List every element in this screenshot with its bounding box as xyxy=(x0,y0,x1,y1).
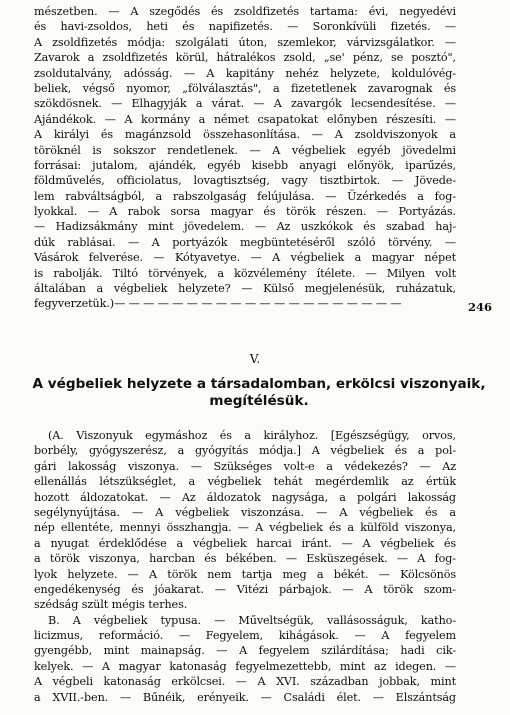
text-line: segélynyújtása. — A végbeliek viszonzása. — A végbeliek és a xyxy=(34,505,456,519)
text-line: ellenállás létszükséglet, a végbeliek tehát megérdemlik az értük xyxy=(34,475,456,489)
text-line: forrásai: jutalom, ajándék, egyéb kisebb anyagi előnyök, iparűzés, xyxy=(34,158,456,172)
final-entry-text: fegyverzetük.) xyxy=(34,297,115,311)
chapter-title xyxy=(20,376,498,410)
text-line: A zsoldfizetés módja: szolgálati úton, szemlekor, várvizsgálatkor. — xyxy=(34,35,456,49)
text-line-leader xyxy=(34,296,456,311)
text-line: — Hadizsákmány mint jövedelem. — Az uszkókok és szabad haj- xyxy=(34,220,456,234)
chapter-title-line: A végbeliek helyzete a társadalomban, erkölcsi viszonyaik, xyxy=(32,376,486,392)
contents-section-iv-continuation xyxy=(34,4,456,312)
text-line: A királyi és magánzsold összehasonlítása. — A zsoldviszonyok a xyxy=(34,128,456,142)
chapter-title-line: megítélésük. xyxy=(209,393,309,409)
contents-section-v xyxy=(34,428,456,705)
text-line: szökdösnek. — Elhagyják a várat. — A zavargók lecsendesítése. — xyxy=(34,97,456,111)
text-line: gyengébb, mint mainapság. — A fegyelem szilárdítása; hadi cik- xyxy=(34,644,456,658)
page-reference-number: 246 xyxy=(468,300,493,314)
text-line-indented: B. A végbeliek typusa. — Műveltségük, vallásosságuk, katho- xyxy=(48,613,456,627)
text-line: a XVII.-ben. — Bűnéik, erényeik. — Családi élet. — Elszántság xyxy=(34,690,456,704)
text-line: hozott áldozatokat. — Az áldozatok nagysága, a polgári lakosság xyxy=(34,490,456,504)
text-line: licizmus, reformáció. — Fegyelem, kihágások. — A fegyelem xyxy=(34,629,456,643)
text-line: Zavarok a zsoldfizetés körül, hátralékos zsold, „se' pénz, se posztó", xyxy=(34,51,456,65)
text-line: a török viszonya, harcban és békében. — Esküszegések. — A fog- xyxy=(34,552,456,566)
text-line: gári lakosság viszonya. — Szükséges volt-e a védekezés? — Az xyxy=(34,459,456,473)
text-line: borbély, gyógyszerész, a gyógyítás módja.] A végbeliek és a pol- xyxy=(34,444,456,458)
text-line: lyokkal. — A rabok sorsa magyar és török részen. — Portyázás. xyxy=(34,205,456,219)
text-line: a nyugat érdeklődése a végbeliek harcai iránt. — A végbeliek és xyxy=(34,536,456,550)
text-line: nép ellentéte, mennyi összhangja. — A végbeliek és a külföld viszonya, xyxy=(34,521,456,535)
text-line: dúk rablásai. — A portyázók megbüntetéséről szóló törvény. — xyxy=(34,235,456,249)
text-line-indented: (A. Viszonyuk egymáshoz és a királyhoz. [Egészségügy, orvos, xyxy=(48,429,456,442)
text-line: zsoldutalvány, adósság. — A kapitány nehéz helyzete, koldulóvég- xyxy=(34,66,456,80)
text-line: lem rabváltságból, a rabszolgaság felújulása. — Üzérkedés a fog- xyxy=(34,189,456,203)
text-line: Vásárok felverése. — Kótyavetye. — A végbeliek a magyar népet xyxy=(34,251,456,265)
text-line: földművelés, officiolatus, lovagtisztség, vagy tisztbirtok. — Jövede- xyxy=(34,174,456,188)
text-line: töröknél is sokszor rendetlenek. — A végbeliek egyéb jövedelmi xyxy=(34,143,456,157)
dot-leader: — — — — — — — — — — — — — — — — — — — — xyxy=(114,297,402,311)
text-line: kelyek. — A magyar katonaság fegyelmezettebb, mint az idegen. — xyxy=(34,659,456,673)
text-line: is rabolják. Tiltó törvények, a közvélemény ítélete. — Milyen volt xyxy=(34,266,456,280)
text-line: beliek, végső nyomor, „fölválasztás", a fizetetlenek zavarognak és xyxy=(34,81,456,95)
text-line: lyok helyzete. — A török nem tartja meg a békét. — Kölcsönös xyxy=(34,567,456,581)
section-numeral: V. xyxy=(249,352,261,366)
text-line: Ajándékok. — A kormány a német csapatokat előnyben részesíti. — xyxy=(34,112,456,126)
text-line: engedékenység és jóakarat. — Vitézi párbajok. — A török szom- xyxy=(34,582,456,596)
text-line: mészetben. — A szegődés és zsoldfizetés tartama: évi, negyedévi xyxy=(34,5,456,18)
text-line: szédság szült mégis terhes. xyxy=(34,598,188,612)
text-line: és havi-zsoldos, heti és napifizetés. — Soronkívüli fizetés. — xyxy=(34,20,456,34)
text-line: általában a végbeliek helyzete? — Külső megjelenésük, ruházatuk, xyxy=(34,282,456,296)
text-line: A végbeli katonaság erkölcsei. — A XVI. században jobbak, mint xyxy=(34,675,456,689)
